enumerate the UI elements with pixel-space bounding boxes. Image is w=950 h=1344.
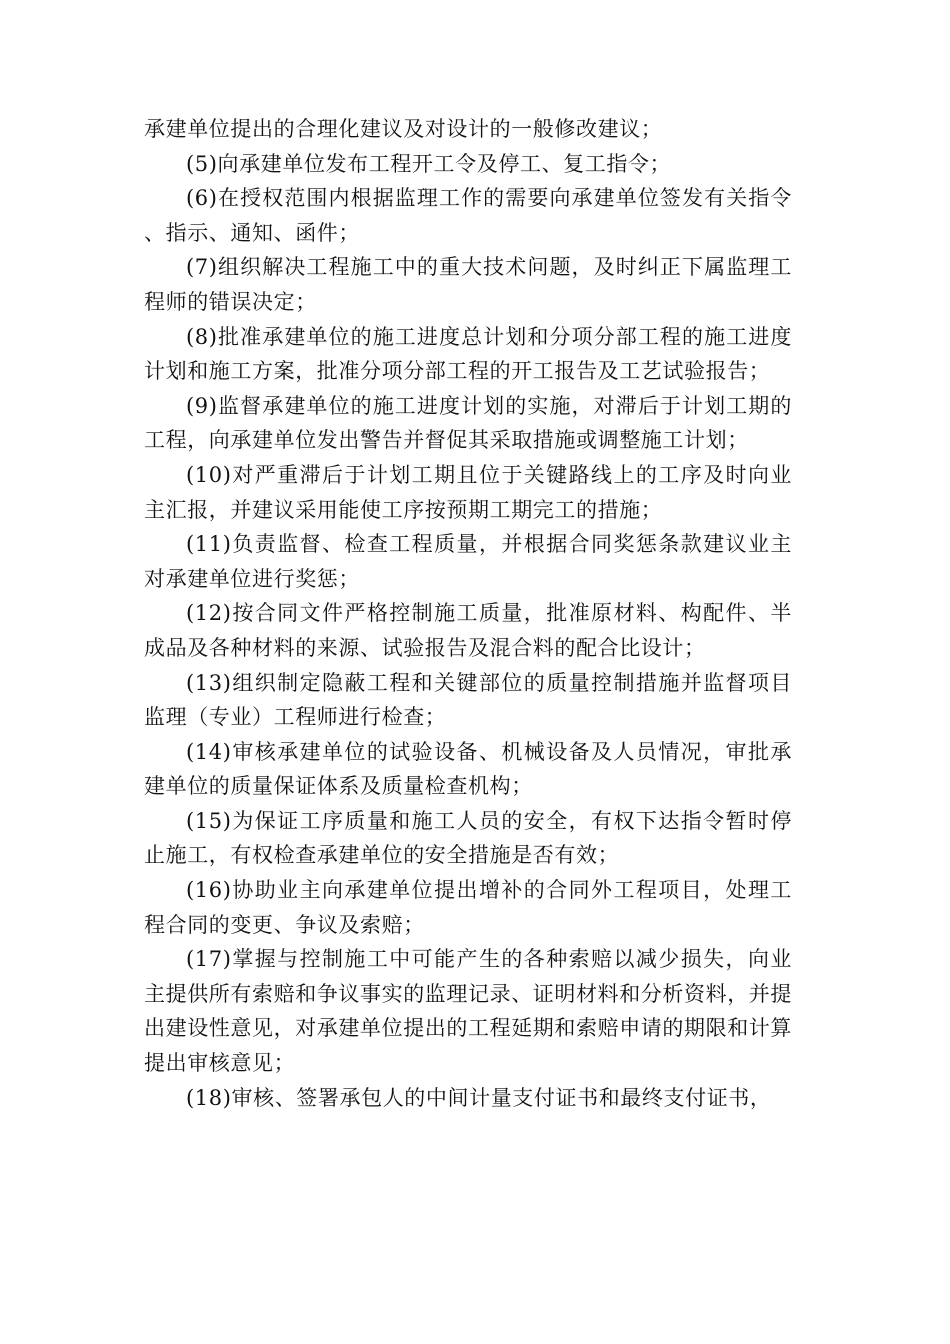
paragraph-item-5: (5)向承建单位发布工程开工令及停工、复工指令； xyxy=(186,151,672,176)
paragraph-item-15: (15)为保证工序质量和施工人员的安全，有权下达指令暂时停止施工，有权检查承建单位的安全措施是否有效； xyxy=(144,808,792,868)
paragraph-item-12: (12)按合同文件严格控制施工质量，批准原材料、构配件、半成品及各种材料的来源、试验报告及混合料的配合比设计； xyxy=(144,601,792,660)
paragraph-item-11: (11)负责监督、检查工程质量，并根据合同奖惩条款建议业主对承建单位进行奖惩； xyxy=(144,532,792,591)
paragraph-item-16: (16)协助业主向承建单位提出增补的合同外工程项目，处理工程合同的变更、争议及索赔； xyxy=(144,878,792,937)
paragraph-item-6: (6)在授权范围内根据监理工作的需要向承建单位签发有关指令、指示、通知、函件； xyxy=(144,186,792,245)
paragraph-item-14: (14)审核承建单位的试验设备、机械设备及人员情况，审批承建单位的质量保证体系及质量检查机构； xyxy=(144,739,792,799)
paragraph-item-8: (8)批准承建单位的施工进度总计划和分项分部工程的施工进度计划和施工方案，批准分项分部工程的开工报告及工艺试验报告； xyxy=(144,324,792,384)
paragraph-continuation: 承建单位提出的合理化建议及对设计的一般修改建议； xyxy=(144,117,663,141)
paragraph-item-13: (13)组织制定隐蔽工程和关键部位的质量控制措施并监督项目监理（专业）工程师进行检查； xyxy=(144,670,792,730)
paragraph-item-7: (7)组织解决工程施工中的重大技术问题，及时纠正下属监理工程师的错误决定； xyxy=(144,255,792,314)
paragraph-item-10: (10)对严重滞后于计划工期且位于关键路线上的工序及时向业主汇报，并建议采用能使工序按预期工期完工的措施； xyxy=(144,462,792,522)
paragraph-item-9: (9)监督承建单位的施工进度计划的实施，对滞后于计划工期的工程，向承建单位发出警告并督促其采取措施或调整施工计划； xyxy=(144,393,792,453)
document-body xyxy=(144,112,792,1115)
paragraph-item-18: (18)审核、签署承包人的中间计量支付证书和最终支付证书， xyxy=(186,1085,772,1110)
paragraph-item-17: (17)掌握与控制施工中可能产生的各种索赔以减少损失，向业主提供所有索赔和争议事实的监理记录、证明材料和分析资料，并提出建设性意见，对承建单位提出的工程延期和索赔申请的期限和计算提出审核意见； xyxy=(144,947,792,1076)
